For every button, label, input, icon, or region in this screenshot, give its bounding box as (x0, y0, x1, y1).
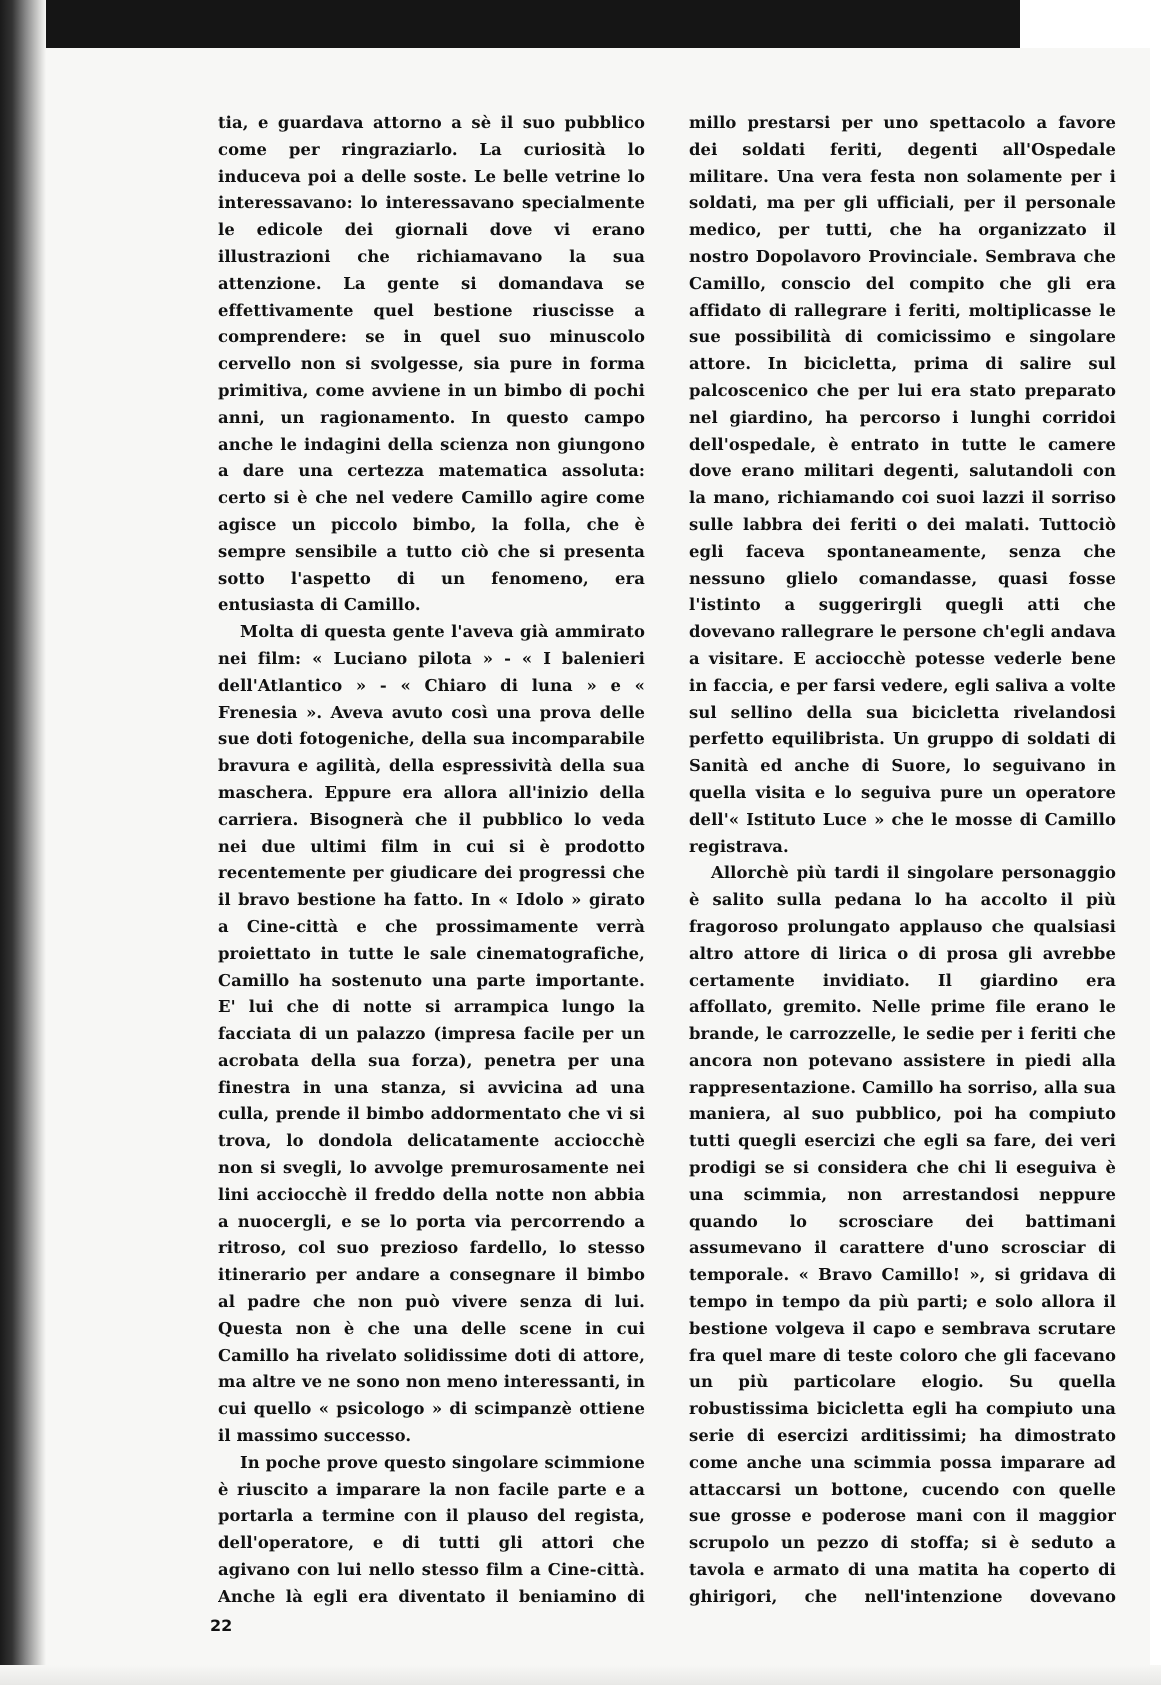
left-text-column (218, 110, 645, 1610)
scan-top-border (0, 0, 1161, 48)
paragraph: Molta di questa gente l'aveva già ammirato nei film: « Luciano pilota » - « I balenieri dell'Atlantico » - « Chiaro di luna » e « Frenesia ». Aveva avuto così una prova delle sue doti fotogeniche, della sua incomparabile bravura e agilità, della espressività della sua maschera. Eppure era allora all'inizio della carriera. Bisognerà che il pubblico lo veda nei due ultimi film in cui si è prodotto recentemente per giudicare dei progressi che il bravo bestione ha fatto. In « Idolo » girato a Cine-città e che prossimamente verrà proiettato in tutte le sale cinematografiche, Camillo ha sostenuto una parte importante. E' lui che di notte si arrampica lungo la facciata di un palazzo (impresa facile per un acrobata della sua forza), penetra per una finestra in una stanza, si avvicina ad una culla, prende il bimbo addormentato che vi si trova, lo dondola delicatamente acciocchè non si svegli, lo avvolge premurosamente nei lini acciocchè il freddo della notte non abbia a nuocergli, e se lo porta via percorrendo a ritroso, col suo prezioso fardello, lo stesso itinerario per andare a consegnare il bimbo al padre che non può vivere senza di lui. Questa non è che una delle scene in cui Camillo ha rivelato solidissime doti di attore, ma altre ve ne sono non meno interessanti, in cui quello « psicologo » di scimpanzè ottiene il massimo successo. (218, 622, 645, 1446)
scan-right-margin (1150, 0, 1161, 1685)
scan-binding-shadow (0, 0, 46, 1685)
right-text-column (689, 110, 1116, 1610)
scan-top-border-gap (1020, 0, 1161, 48)
paragraph: Allorchè più tardi il singolare personaggio è salito sulla pedana lo ha accolto il più fragoroso prolungato applauso che qualsiasi altro attore di lirica o di prosa gli avrebbe certamente invidiato. Il giardino era affollato, gremito. Nelle prime file erano le brande, le carrozzelle, le sedie per i feriti che ancora non potevano assistere in piedi alla rappresentazione. Camillo ha sorriso, alla sua maniera, al suo pubblico, poi ha compiuto tutti quegli esercizi che egli sa fare, dei veri prodigi se si considera che chi li eseguiva è una scimmia, non arrestandosi neppure quando lo scrosciare dei battimani assumevano il carattere d'uno scrosciar di temporale. « Bravo Camillo! », si gridava di tempo in tempo da più parti; e solo allora il bestione volgeva il capo e sembrava scrutare fra quel mare di teste coloro che gli facevano un più particolare elogio. Su quella robustissima bicicletta egli ha compiuto una serie di esercizi arditissimi; ha dimostrato come anche una scimmia possa imparare ad attaccarsi un bottone, cucendo con quelle sue grosse e poderose mani con il maggior scrupolo un pezzo di stoffa; si è seduto a tavola e armato di una matita ha coperto di ghirigori, che nell'intenzione dovevano (689, 863, 1116, 1606)
paragraph: In poche prove questo singolare scimmione è riuscito a imparare la non facile parte e a portarla a termine con il plauso del regista, dell'operatore, e di tutti gli attori che agivano con lui nello stesso film a Cine-città. Anche là egli era diventato il beniamino di (218, 1452, 645, 1606)
scan-bottom-shadow (0, 1665, 1161, 1685)
paragraph: tia, e guardava attorno a sè il suo pubblico come per ringraziarlo. La curiosità lo induceva poi a delle soste. Le belle vetrine lo interessavano: lo interessavano specialmente le edicole dei giornali dove vi erano illustrazioni che richiamavano la sua attenzione. La gente si domandava se effettivamente quel bestione riuscisse a comprendere: se in quel suo minuscolo cervello non si svolgesse, sia pure in forma primitiva, come avviene in un bimbo di pochi anni, un ragionamento. In questo campo anche le indagini della scienza non giungono a dare una certezza matematica assoluta: certo si è che nel vedere Camillo agire come agisce un piccolo bimbo, la folla, che è sempre sensibile a tutto ciò che si presenta sotto l'aspetto di un fenomeno, era entusiasta di Camillo. (218, 113, 645, 615)
paragraph: millo prestarsi per uno spettacolo a favore dei soldati feriti, degenti all'Ospedale militare. Una vera festa non solamente per i soldati, ma per gli ufficiali, per il personale medico, per tutti, che ha organizzato il nostro Dopolavoro Provinciale. Sembrava che Camillo, conscio del compito che gli era affidato di rallegrare i feriti, moltiplicasse le sue possibilità di comicissimo e singolare attore. In bicicletta, prima di salire sul palcoscenico che per lui era stato preparato nel giardino, ha percorso i lunghi corridoi dell'ospedale, è entrato in tutte le camere dove erano militari degenti, salutandoli con la mano, richiamando coi suoi lazzi il sorriso sulle labbra dei feriti o dei malati. Tuttociò egli faceva spontaneamente, senza che nessuno glielo comandasse, quasi fosse l'istinto a suggerirgli quegli atti che dovevano rallegrare le persone ch'egli andava a visitare. E acciocchè potesse vederle bene in faccia, e per farsi vedere, egli saliva a volte sul sellino della sua bicicletta rivelandosi perfetto equilibrista. Un gruppo di soldati di Sanità ed anche di Suore, lo seguivano in quella visita e lo seguiva pure un operatore dell'« Istituto Luce » che le mosse di Camillo registrava. (689, 113, 1116, 856)
page-number: 22 (210, 1616, 233, 1635)
